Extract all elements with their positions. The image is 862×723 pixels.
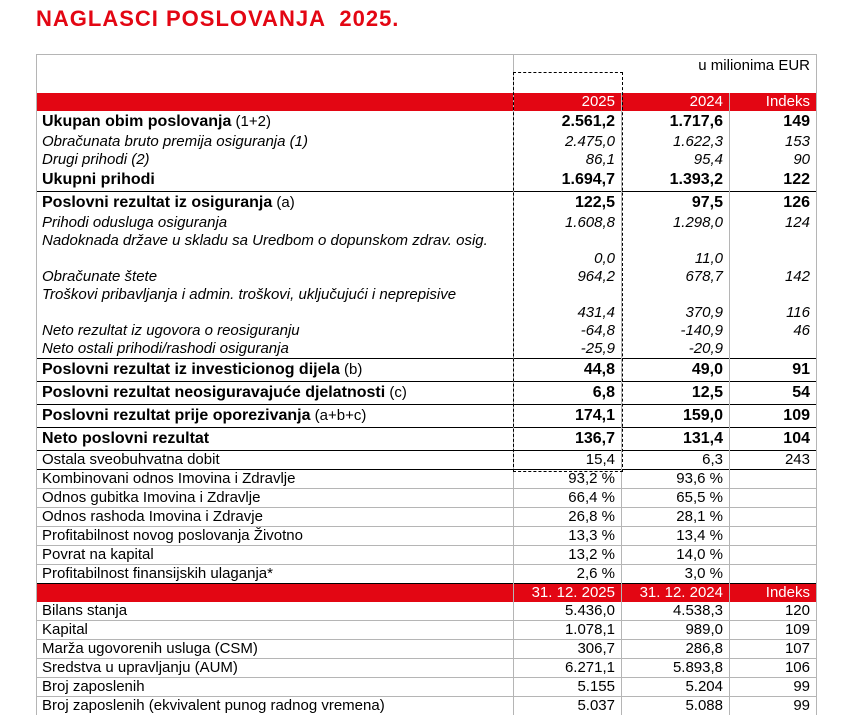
row-label xyxy=(37,565,514,584)
income-row xyxy=(37,489,817,508)
income-row xyxy=(37,169,817,192)
value-previous: 12,5 xyxy=(622,382,730,405)
value-current: -25,9 xyxy=(514,340,622,359)
value-current: 5.155 xyxy=(514,678,622,697)
value-previous: 1.717,6 xyxy=(622,111,730,133)
value-index: 90 xyxy=(730,151,817,169)
row-label-text: Troškovi pribavljanja i admin. troškovi, uključujući i neprepisive xyxy=(42,286,457,303)
value-current: 1.078,1 xyxy=(514,621,622,640)
value-previous: 989,0 xyxy=(622,621,730,640)
value-index xyxy=(730,508,817,527)
value-index: 91 xyxy=(730,359,817,382)
row-label-text: Poslovni rezultat iz investicionog dijela xyxy=(42,361,340,378)
value-index: 149 xyxy=(730,111,817,133)
row-label xyxy=(37,322,514,340)
value-current: 174,1 xyxy=(514,405,622,428)
balance-row xyxy=(37,640,817,659)
row-label xyxy=(37,451,514,470)
row-label xyxy=(37,697,514,716)
value-current: 1.694,7 xyxy=(514,169,622,192)
value-index: 122 xyxy=(730,169,817,192)
balance-row xyxy=(37,621,817,640)
row-label-text: Obračunate štete xyxy=(42,268,158,285)
income-row xyxy=(37,111,817,133)
value-previous: 286,8 xyxy=(622,640,730,659)
value-previous: 65,5 % xyxy=(622,489,730,508)
income-row xyxy=(37,133,817,151)
header-blank xyxy=(37,584,514,603)
row-label-text: Poslovni rezultat neosiguravajuće djelatnosti xyxy=(42,384,386,401)
row-label-text: Prihodi odusluga osiguranja xyxy=(42,214,228,231)
header-year-current: 2025 xyxy=(514,93,622,111)
value-current: 15,4 xyxy=(514,451,622,470)
value-current: 6,8 xyxy=(514,382,622,405)
row-label-text: Ostala sveobuhvatna dobit xyxy=(42,451,220,468)
value-current: 13,3 % xyxy=(514,527,622,546)
value-previous: 370,9 xyxy=(622,286,730,322)
value-current: 2.561,2 xyxy=(514,111,622,133)
header-index: Indeks xyxy=(730,93,817,111)
row-label-text: Sredstva u upravljanju (AUM) xyxy=(42,659,238,676)
row-label-note: (a) xyxy=(272,194,295,211)
row-label-text: Marža ugovorenih usluga (CSM) xyxy=(42,640,258,657)
row-label xyxy=(37,214,514,232)
value-index: 124 xyxy=(730,214,817,232)
value-previous: 5.204 xyxy=(622,678,730,697)
value-index xyxy=(730,489,817,508)
value-index: 99 xyxy=(730,697,817,716)
value-index xyxy=(730,340,817,359)
value-previous: 11,0 xyxy=(622,232,730,268)
header-row-balance xyxy=(37,584,817,603)
value-index: 107 xyxy=(730,640,817,659)
value-current: 0,0 xyxy=(514,232,622,268)
row-label-text: Povrat na kapital xyxy=(42,546,154,563)
header-row-income xyxy=(37,93,817,111)
unit-label: u milionima EUR xyxy=(514,55,817,94)
row-label xyxy=(37,232,514,268)
balance-row xyxy=(37,678,817,697)
value-previous: 14,0 % xyxy=(622,546,730,565)
value-previous: -20,9 xyxy=(622,340,730,359)
income-row xyxy=(37,192,817,215)
income-row xyxy=(37,546,817,565)
income-row xyxy=(37,286,817,322)
row-label-note: (c) xyxy=(385,384,407,401)
value-previous: 28,1 % xyxy=(622,508,730,527)
value-previous: 6,3 xyxy=(622,451,730,470)
value-index: 116 xyxy=(730,286,817,322)
income-row xyxy=(37,340,817,359)
row-label-text: Poslovni rezultat prije oporezivanja xyxy=(42,407,311,424)
value-index: 142 xyxy=(730,268,817,286)
row-label xyxy=(37,151,514,169)
row-label xyxy=(37,133,514,151)
row-label xyxy=(37,508,514,527)
row-label xyxy=(37,527,514,546)
value-previous: 49,0 xyxy=(622,359,730,382)
value-current: 1.608,8 xyxy=(514,214,622,232)
row-label-text: Neto rezultat iz ugovora o reosiguranju xyxy=(42,322,300,339)
value-previous: 1.298,0 xyxy=(622,214,730,232)
row-label xyxy=(37,111,514,133)
income-row xyxy=(37,527,817,546)
income-row xyxy=(37,451,817,470)
row-label-text: Broj zaposlenih (ekvivalent punog radnog vremena) xyxy=(42,697,385,714)
row-label-text: Poslovni rezultat iz osiguranja xyxy=(42,194,273,211)
income-row xyxy=(37,428,817,451)
row-label xyxy=(37,192,514,215)
value-current: 431,4 xyxy=(514,286,622,322)
value-index: 109 xyxy=(730,621,817,640)
header-date-previous: 31. 12. 2024 xyxy=(622,584,730,603)
value-previous: 5.893,8 xyxy=(622,659,730,678)
row-label-text: Ukupni prihodi xyxy=(42,171,155,188)
row-label xyxy=(37,382,514,405)
value-index: 106 xyxy=(730,659,817,678)
value-current: 306,7 xyxy=(514,640,622,659)
row-label xyxy=(37,268,514,286)
value-current: 6.271,1 xyxy=(514,659,622,678)
value-previous: 97,5 xyxy=(622,192,730,215)
income-row xyxy=(37,470,817,489)
row-label xyxy=(37,359,514,382)
row-label-text: Obračunata bruto premija osiguranja (1) xyxy=(42,133,308,150)
value-index xyxy=(730,232,817,268)
income-row xyxy=(37,565,817,584)
value-index: 120 xyxy=(730,602,817,621)
value-current: 2,6 % xyxy=(514,565,622,584)
row-label-text: Nadoknada države u skladu sa Uredbom o dopunskom zdrav. osig. xyxy=(42,232,488,249)
value-current: 44,8 xyxy=(514,359,622,382)
row-label-text: Drugi prihodi (2) xyxy=(42,151,150,168)
value-previous: 1.393,2 xyxy=(622,169,730,192)
row-label-note: (1+2) xyxy=(231,113,271,130)
value-index: 99 xyxy=(730,678,817,697)
value-index xyxy=(730,470,817,489)
row-label xyxy=(37,340,514,359)
balance-row xyxy=(37,602,817,621)
row-label xyxy=(37,621,514,640)
value-previous: -140,9 xyxy=(622,322,730,340)
income-row xyxy=(37,405,817,428)
value-current: 13,2 % xyxy=(514,546,622,565)
value-index: 104 xyxy=(730,428,817,451)
value-index xyxy=(730,565,817,584)
results-table xyxy=(36,54,817,715)
row-label-text: Odnos gubitka Imovina i Zdravlje xyxy=(42,489,261,506)
row-label-note: (b) xyxy=(339,361,363,378)
value-current: 66,4 % xyxy=(514,489,622,508)
value-previous: 4.538,3 xyxy=(622,602,730,621)
value-index xyxy=(730,527,817,546)
row-label-text: Profitabilnost novog poslovanja Životno xyxy=(42,527,303,544)
row-label-text: Broj zaposlenih xyxy=(42,678,145,695)
row-label xyxy=(37,286,514,322)
value-current: 26,8 % xyxy=(514,508,622,527)
balance-row xyxy=(37,697,817,716)
value-previous: 13,4 % xyxy=(622,527,730,546)
value-previous: 3,0 % xyxy=(622,565,730,584)
row-label-text: Neto poslovni rezultat xyxy=(42,430,210,447)
value-index: 109 xyxy=(730,405,817,428)
value-index: 46 xyxy=(730,322,817,340)
value-current: 93,2 % xyxy=(514,470,622,489)
value-previous: 95,4 xyxy=(622,151,730,169)
value-previous: 159,0 xyxy=(622,405,730,428)
row-label-text: Odnos rashoda Imovina i Zdravje xyxy=(42,508,263,525)
income-row xyxy=(37,359,817,382)
row-label-text: Bilans stanja xyxy=(42,602,128,619)
header-year-previous: 2024 xyxy=(622,93,730,111)
value-current: -64,8 xyxy=(514,322,622,340)
page-title: NAGLASCI POSLOVANJA 2025. xyxy=(36,6,400,31)
income-row xyxy=(37,214,817,232)
row-label xyxy=(37,428,514,451)
value-current: 86,1 xyxy=(514,151,622,169)
value-index xyxy=(730,546,817,565)
header-index: Indeks xyxy=(730,584,817,603)
balance-row xyxy=(37,659,817,678)
row-label xyxy=(37,470,514,489)
row-label-text: Kombinovani odnos Imovina i Zdravlje xyxy=(42,470,296,487)
value-previous: 131,4 xyxy=(622,428,730,451)
header-date-current: 31. 12. 2025 xyxy=(514,584,622,603)
row-label xyxy=(37,546,514,565)
value-previous: 678,7 xyxy=(622,268,730,286)
income-row xyxy=(37,382,817,405)
row-label xyxy=(37,405,514,428)
value-current: 136,7 xyxy=(514,428,622,451)
row-label-note: (a+b+c) xyxy=(310,407,367,424)
row-label-text: Ukupan obim poslovanja xyxy=(42,113,232,130)
value-previous: 5.088 xyxy=(622,697,730,716)
value-index: 153 xyxy=(730,133,817,151)
income-row xyxy=(37,508,817,527)
row-label xyxy=(37,640,514,659)
value-current: 5.436,0 xyxy=(514,602,622,621)
row-label xyxy=(37,169,514,192)
row-label xyxy=(37,602,514,621)
row-label-text: Kapital xyxy=(42,621,88,638)
value-current: 122,5 xyxy=(514,192,622,215)
value-index: 243 xyxy=(730,451,817,470)
row-label xyxy=(37,489,514,508)
income-row xyxy=(37,268,817,286)
row-label-text: Neto ostali prihodi/rashodi osiguranja xyxy=(42,340,289,357)
value-current: 2.475,0 xyxy=(514,133,622,151)
row-label-text: Profitabilnost finansijskih ulaganja* xyxy=(42,565,273,582)
value-previous: 93,6 % xyxy=(622,470,730,489)
value-index: 126 xyxy=(730,192,817,215)
row-label xyxy=(37,678,514,697)
income-row xyxy=(37,322,817,340)
value-previous: 1.622,3 xyxy=(622,133,730,151)
value-current: 964,2 xyxy=(514,268,622,286)
income-row xyxy=(37,151,817,169)
unit-row xyxy=(37,55,817,94)
value-current: 5.037 xyxy=(514,697,622,716)
row-label xyxy=(37,659,514,678)
income-row xyxy=(37,232,817,268)
value-index: 54 xyxy=(730,382,817,405)
